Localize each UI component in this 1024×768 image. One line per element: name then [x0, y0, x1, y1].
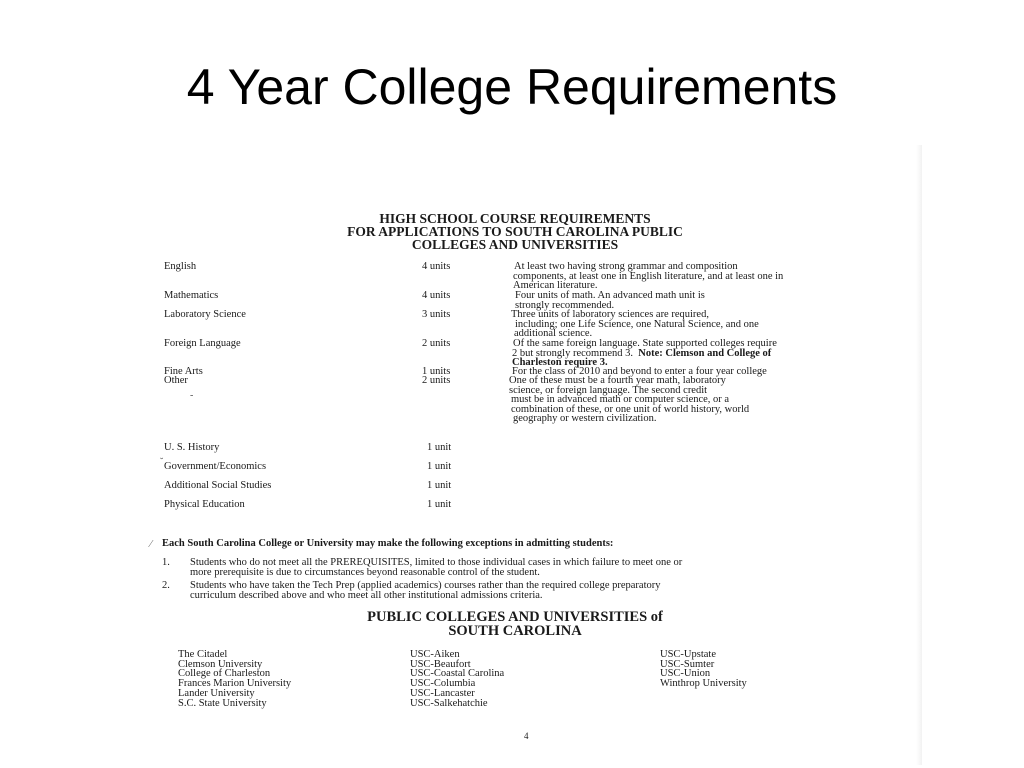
school-name: Lander University — [178, 687, 255, 699]
description-line: strongly recommended. — [515, 299, 615, 311]
description-line: American literature. — [513, 280, 598, 291]
course-units: 3 units — [422, 309, 451, 320]
description-line: must be in advanced math or computer science, or a — [511, 394, 730, 405]
schools-heading — [250, 610, 780, 638]
course-subject: Fine Arts — [164, 366, 203, 377]
course-description — [510, 310, 759, 339]
course-description — [510, 291, 705, 310]
course-units: 1 unit — [427, 442, 452, 453]
description-text: 2 but strongly recommend 3. — [512, 347, 634, 359]
note-text: Note: Clemson and College of — [638, 347, 772, 359]
school-name: USC-Aiken — [410, 649, 460, 660]
course-subject: Other — [164, 375, 188, 386]
document-heading — [220, 212, 810, 251]
school-name: USC-Salkehatchie — [410, 697, 488, 709]
school-column — [660, 650, 747, 689]
exception-line: Students who have taken the Tech Prep (applied academics) courses rather than the required college preparatory — [190, 580, 661, 591]
description-line: At least two having strong grammar and composition — [514, 261, 738, 272]
school-name: USC-Beaufort — [410, 658, 471, 670]
exception-number: 1. — [162, 557, 170, 568]
school-name: Clemson University — [178, 658, 263, 670]
heading-line: SOUTH CAROLINA — [448, 623, 582, 639]
course-units: 2 units — [422, 375, 451, 386]
scanned-document — [100, 145, 922, 765]
school-name: USC-Lancaster — [410, 687, 475, 699]
exception-line: curriculum described above and who meet all other institutional admissions criteria. — [190, 590, 543, 601]
course-units: 1 unit — [427, 461, 452, 472]
course-units: 4 units — [422, 261, 451, 272]
course-subject: English — [164, 261, 197, 272]
school-name: USC-Union — [660, 668, 711, 680]
slide-title: 4 Year College Requirements — [186, 59, 838, 115]
school-name: USC-Columbia — [410, 678, 476, 690]
course-subject: Additional Social Studies — [164, 480, 272, 491]
heading-line: COLLEGES AND UNIVERSITIES — [411, 237, 619, 252]
heading-line: PUBLIC COLLEGES AND UNIVERSITIES of — [367, 609, 663, 625]
school-name: USC-Upstate — [660, 649, 716, 660]
school-name: The Citadel — [178, 649, 228, 660]
exception-text — [190, 581, 890, 601]
description-line: components, at least one in English literature, and at least one in — [513, 270, 784, 282]
course-units: 1 unit — [427, 499, 452, 510]
school-name: USC-Coastal Carolina — [410, 668, 505, 680]
course-units: 2 units — [422, 338, 451, 349]
course-units: 1 unit — [427, 480, 452, 491]
scan-mark: ˘ — [160, 457, 164, 468]
course-units: 1 units — [422, 366, 451, 377]
course-description — [510, 339, 777, 368]
description-line: Of the same foreign language. State supported colleges require — [513, 338, 777, 349]
school-name: USC-Sumter — [660, 658, 715, 670]
school-name: Frances Marion University — [178, 678, 292, 690]
course-subject: Foreign Language — [164, 338, 241, 349]
heading-line: FOR APPLICATIONS TO SOUTH CAROLINA PUBLIC — [347, 224, 683, 239]
description-line: science, or foreign language. The second credit — [509, 384, 708, 396]
course-subject: Laboratory Science — [164, 309, 246, 320]
course-description — [510, 376, 749, 424]
exceptions-heading: Each South Carolina College or University may make the following exceptions in admitting students: — [162, 538, 614, 549]
school-column — [410, 650, 504, 708]
heading-line: HIGH SCHOOL COURSE REQUIREMENTS — [379, 211, 651, 226]
description-line: Three units of laboratory sciences are required, — [511, 309, 709, 320]
school-name: S.C. State University — [178, 697, 267, 709]
exception-line: Students who do not meet all the PREREQUISITES, limited to those individual cases in which failure to meet one or — [190, 557, 683, 568]
description-line: geography or western civilization. — [513, 413, 657, 424]
course-units: 4 units — [422, 290, 451, 301]
description-line: For the class of 2010 and beyond to enter a four year college — [512, 366, 767, 377]
course-description — [510, 262, 783, 291]
description-line: combination of these, or one unit of world history, world — [511, 403, 750, 415]
course-subject: Government/Economics — [164, 461, 267, 472]
course-subject: U. S. History — [164, 442, 220, 453]
description-line: One of these must be a fourth year math, laboratory — [509, 375, 726, 386]
note-text: Charleston require 3. — [512, 357, 608, 368]
scan-edge — [916, 145, 922, 765]
description-line: Four units of math. An advanced math unit is — [515, 290, 705, 301]
exception-number: 2. — [162, 580, 170, 591]
school-name: Winthrop University — [660, 678, 747, 690]
school-column — [178, 650, 291, 708]
scan-mark: ⁄ — [150, 539, 152, 550]
exception-text — [190, 558, 890, 578]
school-name: College of Charleston — [178, 668, 271, 680]
description-line: including; one Life Science, one Natural Science, and one — [515, 318, 759, 330]
course-subject: Mathematics — [164, 290, 219, 301]
page-number: 4 — [524, 731, 529, 741]
course-subject: Physical Education — [164, 499, 245, 510]
scan-mark: - — [190, 390, 194, 401]
description-line: additional science. — [514, 328, 593, 339]
exception-line: more prerequisite is due to circumstances beyond reasonable control of the student. — [190, 567, 540, 578]
